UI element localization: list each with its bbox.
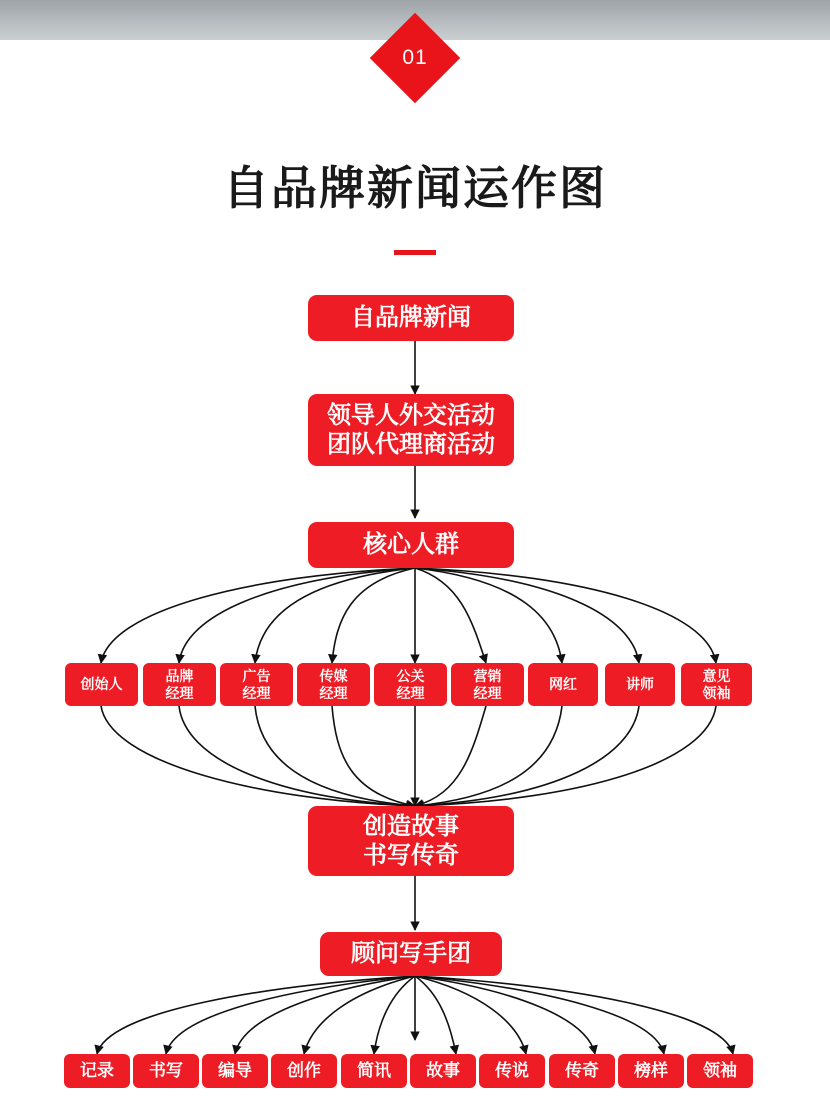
role-chip-label: 营销 [473, 668, 502, 685]
node-writer-team[interactable] [320, 932, 502, 976]
role-chip-lecturer[interactable] [605, 663, 675, 706]
role-chip-ad-manager[interactable] [220, 663, 293, 706]
output-chip-label: 记录 [80, 1061, 114, 1081]
role-chip-opinion-leader[interactable] [681, 663, 752, 706]
node-create-story[interactable] [308, 806, 514, 876]
output-chip-label: 故事 [426, 1061, 460, 1081]
role-chip-label: 品牌 [165, 668, 194, 685]
output-chip-create[interactable] [271, 1054, 337, 1088]
output-chip-direct[interactable] [202, 1054, 268, 1088]
role-chip-marketing-manager[interactable] [451, 663, 524, 706]
output-chip-label: 编导 [218, 1061, 252, 1081]
output-chip-label: 领袖 [703, 1061, 737, 1081]
output-chip-legend[interactable] [549, 1054, 615, 1088]
role-chip-label: 意见 [702, 668, 731, 685]
node-line: 领导人外交活动 [327, 401, 495, 429]
node-brand-news[interactable] [308, 295, 514, 341]
page-title: 自品牌新闻运作图 [223, 162, 607, 214]
node-line: 核心人群 [363, 531, 459, 559]
output-chip-label: 创作 [287, 1061, 321, 1081]
role-chip-label: 网红 [549, 676, 577, 693]
output-chip-label: 榜样 [634, 1061, 668, 1081]
role-chip-brand-manager[interactable] [143, 663, 216, 706]
output-chip-label: 书写 [149, 1061, 183, 1081]
role-chip-label: 广告 [242, 668, 271, 685]
node-leader-activity[interactable] [308, 394, 514, 466]
output-chip-legend-tale[interactable] [479, 1054, 545, 1088]
role-chip-label: 传媒 [319, 668, 348, 685]
role-chip-label: 公关 [396, 668, 425, 685]
output-chip-label: 简讯 [357, 1061, 391, 1081]
role-chip-label: 讲师 [626, 676, 654, 693]
role-chip-founder[interactable] [65, 663, 138, 706]
output-chip-label: 传说 [495, 1061, 529, 1081]
output-chip-brief[interactable] [341, 1054, 407, 1088]
node-line: 创造故事 [363, 812, 459, 840]
role-chip-label: 经理 [396, 684, 425, 701]
role-chip-influencer[interactable] [528, 663, 598, 706]
role-chip-label: 经理 [165, 684, 194, 701]
output-chip-write[interactable] [133, 1054, 199, 1088]
role-chip-label: 领袖 [702, 684, 731, 701]
output-chip-leader[interactable] [687, 1054, 753, 1088]
output-chip-record[interactable] [64, 1054, 130, 1088]
output-chip-label: 传奇 [565, 1061, 599, 1081]
role-chip-label: 经理 [473, 684, 502, 701]
role-chip-label: 经理 [242, 684, 271, 701]
node-line: 书写传奇 [363, 842, 459, 869]
node-line: 团队代理商活动 [327, 431, 495, 458]
role-chip-pr-manager[interactable] [374, 663, 447, 706]
node-line: 自品牌新闻 [351, 304, 471, 332]
role-chip-label: 创始人 [80, 676, 123, 693]
role-chip-label: 经理 [319, 684, 348, 701]
node-line: 顾问写手团 [351, 940, 471, 968]
title-underline [394, 250, 436, 255]
role-chip-media-manager[interactable] [297, 663, 370, 706]
section-number-label: 01 [402, 46, 428, 69]
output-chip-story[interactable] [410, 1054, 476, 1088]
node-core-crowd[interactable] [308, 522, 514, 568]
output-chip-model[interactable] [618, 1054, 684, 1088]
